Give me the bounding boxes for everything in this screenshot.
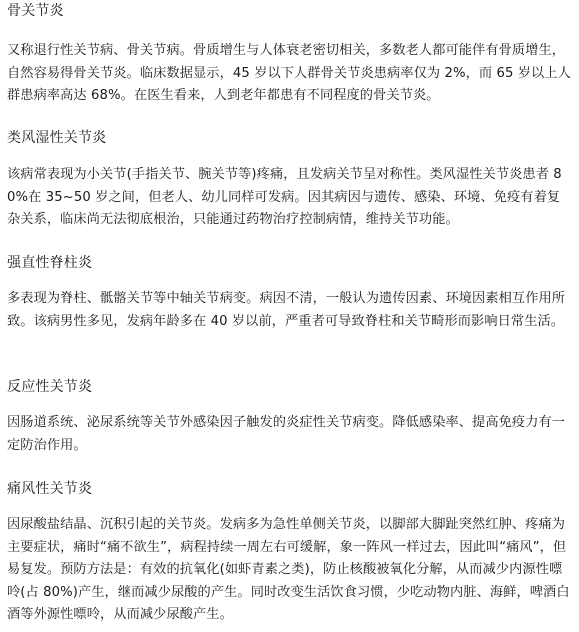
section-title-osteoarthritis: 骨关节炎 <box>7 3 64 19</box>
section-body-reactive-arthritis: 因肠道系统、泌尿系统等关节外感染因子触发的炎症性关节病变。降低感染率、提高免疫力有一定防治作用。 <box>7 415 566 453</box>
section-title-reactive-arthritis: 反应性关节炎 <box>7 379 93 395</box>
section-body-gouty-arthritis: 因尿酸盐结晶、沉积引起的关节炎。发病多为急性单侧关节炎，以脚部大脚趾突然红肿、疼痛为主要症状，痛时“痛不欲生”，病程持续一周左右可缓解，象一阵风一样过去，因此叫“痛风”，但易复发。预防方法是：有效的抗氧化(如虾青素之类)，防止核酸被氧化分解，从而减少内源性嘌呤(占 80%)产生，继而减少尿酸的产生。同时改变生活饮食习惯，少吃动物内脏、海鲜，啤酒白酒等外源性嘌呤，从而减少尿酸产生。 <box>7 517 570 622</box>
section-body-ankylosing-spondylitis: 多表现为脊柱、骶髂关节等中轴关节病变。病因不清，一般认为遗传因素、环境因素相互作用所致。该病男性多见，发病年龄多在 40 岁以前，严重者可导致脊柱和关节畸形而影响日常生活。 <box>7 291 566 329</box>
section-title-rheumatoid-arthritis: 类风湿性关节炎 <box>7 130 107 146</box>
section-title-gouty-arthritis: 痛风性关节炎 <box>7 481 93 497</box>
section-title-ankylosing-spondylitis: 强直性脊柱炎 <box>7 255 93 271</box>
section-body-osteoarthritis: 又称退行性关节病、骨关节病。骨质增生与人体衰老密切相关，多数老人都可能伴有骨质增生，自然容易得骨关节炎。临床数据显示，45 岁以下人群骨关节炎患病率仅为 2%，而 65 岁以上人群患病率高达 68%。在医生看来，人到老年都患有不同程度的骨关节炎。 <box>7 43 571 103</box>
section-body-rheumatoid-arthritis: 该病常表现为小关节(手指关节、腕关节等)疼痛，且发病关节呈对称性。类风湿性关节炎患者 80%在 35~50 岁之间，但老人、幼儿同样可发病。因其病因与遗传、感染、环境、免疫有着复杂关系，临床尚无法彻底根治，只能通过药物治疗控制病情，维持关节功能。 <box>7 167 562 227</box>
